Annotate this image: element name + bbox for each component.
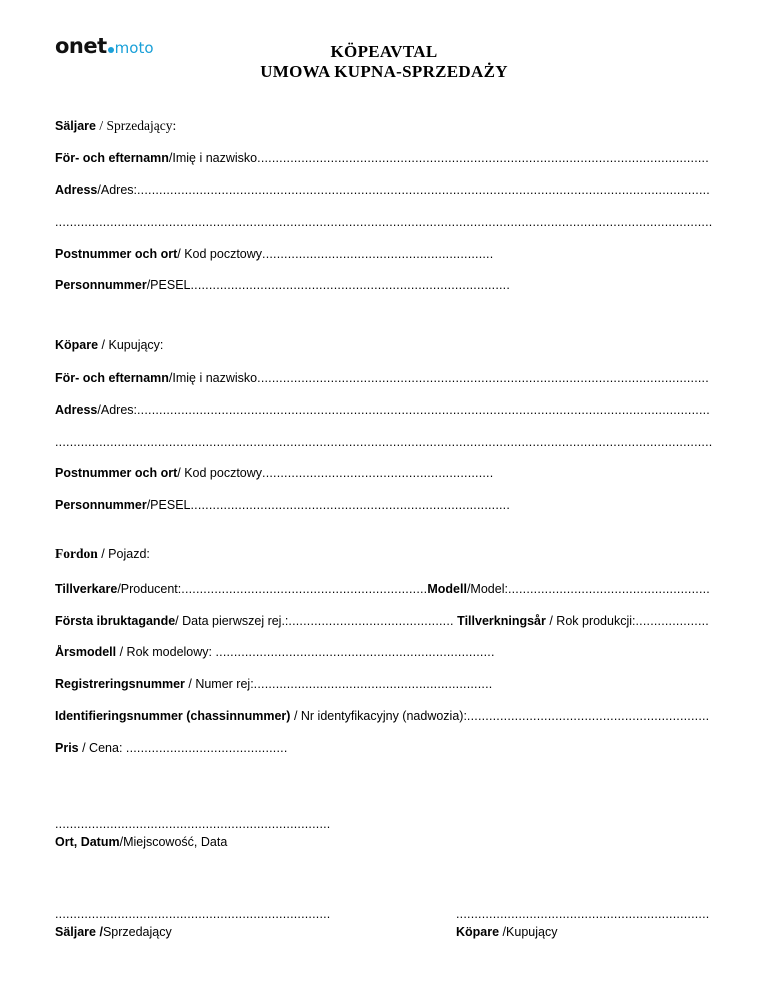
buyer-signature-line[interactable]: .....................................................................	[456, 907, 710, 921]
seller-address-line2[interactable]: ...................................................................................................................................................................................	[55, 215, 713, 229]
place-date-line[interactable]: ...........................................................................	[55, 817, 331, 831]
document-subtitle: UMOWA KUPNA-SPRZEDAŻY	[260, 62, 508, 81]
vehicle-registration-field[interactable]: Registreringsnummer / Numer rej:.................................................................	[55, 677, 493, 691]
seller-address-field[interactable]: Adress/Adres:............................................................................................................................................................	[55, 183, 710, 197]
document-title: KÖPEAVTAL	[330, 42, 438, 61]
logo-brand: onet	[55, 34, 107, 58]
place-date-label: Ort, Datum/Miejscowość, Data	[55, 835, 228, 849]
seller-signature-line[interactable]: ...........................................................................	[55, 907, 331, 921]
buyer-postal-field[interactable]: Postnummer och ort/ Kod pocztowy...............................................................	[55, 466, 494, 480]
buyer-signature-label: Köpare /Kupujący	[456, 925, 558, 939]
seller-heading: Säljare / Sprzedający:	[55, 118, 177, 133]
buyer-address-line2[interactable]: ...................................................................................................................................................................................	[55, 435, 713, 449]
buyer-id-field[interactable]: Personnummer/PESEL.......................................................................................	[55, 498, 511, 512]
vehicle-heading: Fordon / Pojazd:	[55, 546, 150, 561]
logo-sub: moto	[114, 39, 154, 57]
buyer-name-field[interactable]: För- och efternamn/Imię i nazwisko...........................................................................................................................	[55, 371, 709, 385]
buyer-address-field[interactable]: Adress/Adres:............................................................................................................................................................	[55, 403, 710, 417]
vehicle-maker-model-field[interactable]: Tillverkare/Producent:...................................................................Modell/Model:.......................................................	[55, 582, 710, 596]
vehicle-price-field[interactable]: Pris / Cena: ............................................	[55, 741, 288, 755]
seller-postal-field[interactable]: Postnummer och ort/ Kod pocztowy...............................................................	[55, 247, 494, 261]
vehicle-vin-field[interactable]: Identifieringsnummer (chassinnummer) / Nr identyfikacyjny (nadwozia):..................................................................	[55, 709, 710, 723]
seller-signature-label: Säljare /Sprzedający	[55, 925, 172, 939]
buyer-heading: Köpare / Kupujący:	[55, 338, 164, 352]
vehicle-firstreg-year-field[interactable]: Första ibruktagande/ Data pierwszej rej.:............................................. Tillverkningsår / Rok produkcji:....................	[55, 614, 709, 628]
seller-name-field[interactable]: För- och efternamn/Imię i nazwisko...........................................................................................................................	[55, 151, 709, 165]
seller-id-field[interactable]: Personnummer/PESEL.......................................................................................	[55, 278, 511, 292]
vehicle-modelyear-field[interactable]: Årsmodell / Rok modelowy: ............................................................................	[55, 645, 495, 659]
